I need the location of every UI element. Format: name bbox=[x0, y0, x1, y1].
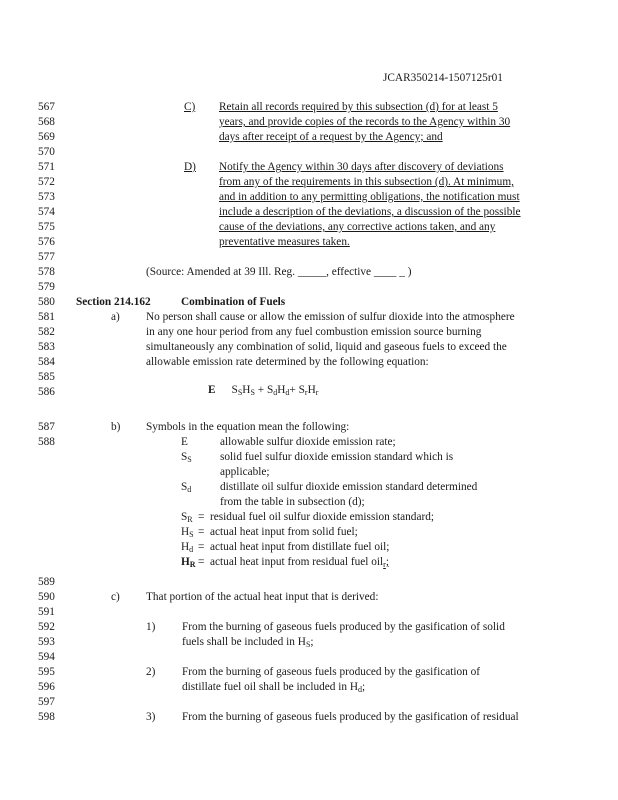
item-d-marker: D) bbox=[184, 161, 196, 173]
item-c-line: Retain all records required by this subsection (d) for at least 5 bbox=[219, 101, 498, 113]
equation-subscript: S bbox=[237, 388, 243, 397]
line-number: 573 bbox=[38, 191, 55, 203]
line-number: 572 bbox=[38, 176, 55, 188]
subitem-line: fuels shall be included in $H_S$; bbox=[182, 636, 314, 649]
line-number: 586 bbox=[38, 386, 55, 398]
equation-term: H bbox=[277, 384, 286, 396]
section-title: Combination of Fuels bbox=[181, 296, 286, 308]
equation-operator: + bbox=[254, 384, 267, 396]
symbol-equals: = bbox=[198, 541, 205, 553]
symbol-description: from the table in subsection (d); bbox=[220, 496, 365, 508]
item-d-line: cause of the deviations, any corrective actions taken, and any bbox=[219, 221, 496, 233]
paragraph-a-line: No person shall cause or allow the emission of sulfur dioxide into the atmosphere bbox=[146, 311, 515, 323]
equation-term: S bbox=[298, 384, 305, 396]
equation-subscript: r bbox=[315, 388, 319, 397]
equation-lhs: E bbox=[208, 384, 216, 396]
item-d-line: include a description of the deviations, a discussion of the possible bbox=[219, 206, 521, 218]
line-number: 577 bbox=[38, 251, 55, 263]
paragraph-a-line: allowable emission rate determined by the following equation: bbox=[146, 356, 429, 368]
paragraph-a-marker: a) bbox=[111, 311, 120, 323]
line-number: 593 bbox=[38, 636, 55, 648]
equation-term: S bbox=[231, 384, 238, 396]
symbol-description: actual heat input from distillate fuel oil; bbox=[210, 541, 390, 553]
section-number: Section 214.162 bbox=[76, 296, 151, 308]
item-d-line: Notify the Agency within 30 days after discovery of deviations bbox=[219, 161, 504, 173]
line-number: 594 bbox=[38, 651, 55, 663]
line-number: 596 bbox=[38, 681, 55, 693]
symbol-description: actual heat input from residual fuel oil$_r$; bbox=[210, 556, 389, 569]
symbol-description: applicable; bbox=[220, 466, 270, 478]
symbol-name: $S_R$ bbox=[181, 511, 193, 524]
equation-term: S bbox=[266, 384, 274, 396]
line-number: 574 bbox=[38, 206, 55, 218]
line-number: 580 bbox=[38, 296, 55, 308]
line-number: 595 bbox=[38, 666, 55, 678]
line-number: 588 bbox=[38, 436, 55, 448]
paragraph-c-text: That portion of the actual heat input that is derived: bbox=[146, 591, 379, 603]
paragraph-a-line: simultaneously any combination of solid, liquid and gaseous fuels to exceed the bbox=[146, 341, 507, 353]
symbol-description: solid fuel sulfur dioxide emission standard which is bbox=[220, 451, 454, 463]
subitem-line: distillate fuel oil shall be included in $H_d$; bbox=[182, 681, 366, 694]
subitem-line: From the burning of gaseous fuels produced by the gasification of solid bbox=[182, 621, 505, 633]
line-number: 584 bbox=[38, 356, 55, 368]
emission-equation bbox=[208, 383, 318, 398]
equation-subscript: S bbox=[250, 388, 255, 397]
line-number: 579 bbox=[38, 281, 55, 293]
paragraph-b-text: Symbols in the equation mean the following: bbox=[146, 421, 350, 433]
paragraph-b-marker: b) bbox=[111, 421, 121, 433]
line-number: 591 bbox=[38, 606, 55, 618]
item-d-line: and in addition to any permitting obligations, the notification must bbox=[219, 191, 520, 203]
line-number: 578 bbox=[38, 266, 55, 278]
symbol-name: $S_d$ bbox=[181, 481, 192, 494]
line-number: 568 bbox=[38, 116, 55, 128]
symbol-name: $H_R$ bbox=[181, 556, 196, 569]
subitem-marker: 3) bbox=[146, 711, 156, 723]
line-number: 570 bbox=[38, 146, 55, 158]
symbol-name: $H_d$ bbox=[181, 541, 194, 554]
symbol-equals: = bbox=[198, 526, 205, 538]
equation-term: H bbox=[307, 384, 316, 396]
line-number: 571 bbox=[38, 161, 55, 173]
line-number: 597 bbox=[38, 696, 55, 708]
line-number: 567 bbox=[38, 101, 55, 113]
symbol-description: actual heat input from solid fuel; bbox=[210, 526, 358, 538]
subitem-line: From the burning of gaseous fuels produced by the gasification of bbox=[182, 666, 481, 678]
line-number: 585 bbox=[38, 371, 55, 383]
symbol-name: $H_S$ bbox=[181, 526, 194, 539]
equation-subscript: d bbox=[285, 388, 290, 397]
equation-subscript: r bbox=[304, 388, 308, 397]
equation-operator: + bbox=[289, 384, 299, 396]
symbol-description: distillate oil sulfur dioxide emission standard determined bbox=[220, 481, 478, 493]
symbol-name: E bbox=[181, 436, 188, 448]
symbol-equals: = bbox=[198, 511, 205, 523]
subitem-marker: 2) bbox=[146, 666, 156, 678]
line-number: 582 bbox=[38, 326, 55, 338]
symbol-name: $S_S$ bbox=[181, 451, 192, 464]
line-number: 581 bbox=[38, 311, 55, 323]
document-id: JCAR350214-1507125r01 bbox=[383, 72, 503, 84]
subitem-marker: 1) bbox=[146, 621, 156, 633]
line-number: 587 bbox=[38, 421, 55, 433]
paragraph-c-marker: c) bbox=[111, 591, 120, 603]
line-number: 575 bbox=[38, 221, 55, 233]
paragraph-a-line: in any one hour period from any fuel combustion emission source burning bbox=[146, 326, 482, 338]
symbol-description: residual fuel oil sulfur dioxide emission standard; bbox=[210, 511, 435, 523]
symbol-description: allowable sulfur dioxide emission rate; bbox=[220, 436, 396, 448]
source-note: (Source: Amended at 39 Ill. Reg. _____, effective ____ _ ) bbox=[146, 266, 412, 278]
symbol-equals: = bbox=[198, 556, 205, 568]
item-c-line: days after receipt of a request by the Agency; and bbox=[219, 131, 443, 143]
line-number: 598 bbox=[38, 711, 55, 723]
line-number: 583 bbox=[38, 341, 55, 353]
line-number: 592 bbox=[38, 621, 55, 633]
line-number: 589 bbox=[38, 576, 55, 588]
item-d-line: from any of the requirements in this subsection (d). At minimum, bbox=[219, 176, 514, 188]
equation-subscript: d bbox=[273, 388, 278, 397]
item-c-line: years, and provide copies of the records to the Agency within 30 bbox=[219, 116, 511, 128]
line-number: 590 bbox=[38, 591, 55, 603]
line-number: 576 bbox=[38, 236, 55, 248]
line-number: 569 bbox=[38, 131, 55, 143]
equation-term: H bbox=[242, 384, 251, 396]
item-c-marker: C) bbox=[184, 101, 196, 113]
item-d-line: preventative measures taken. bbox=[219, 236, 350, 248]
subitem-line: From the burning of gaseous fuels produced by the gasification of residual bbox=[182, 711, 519, 723]
